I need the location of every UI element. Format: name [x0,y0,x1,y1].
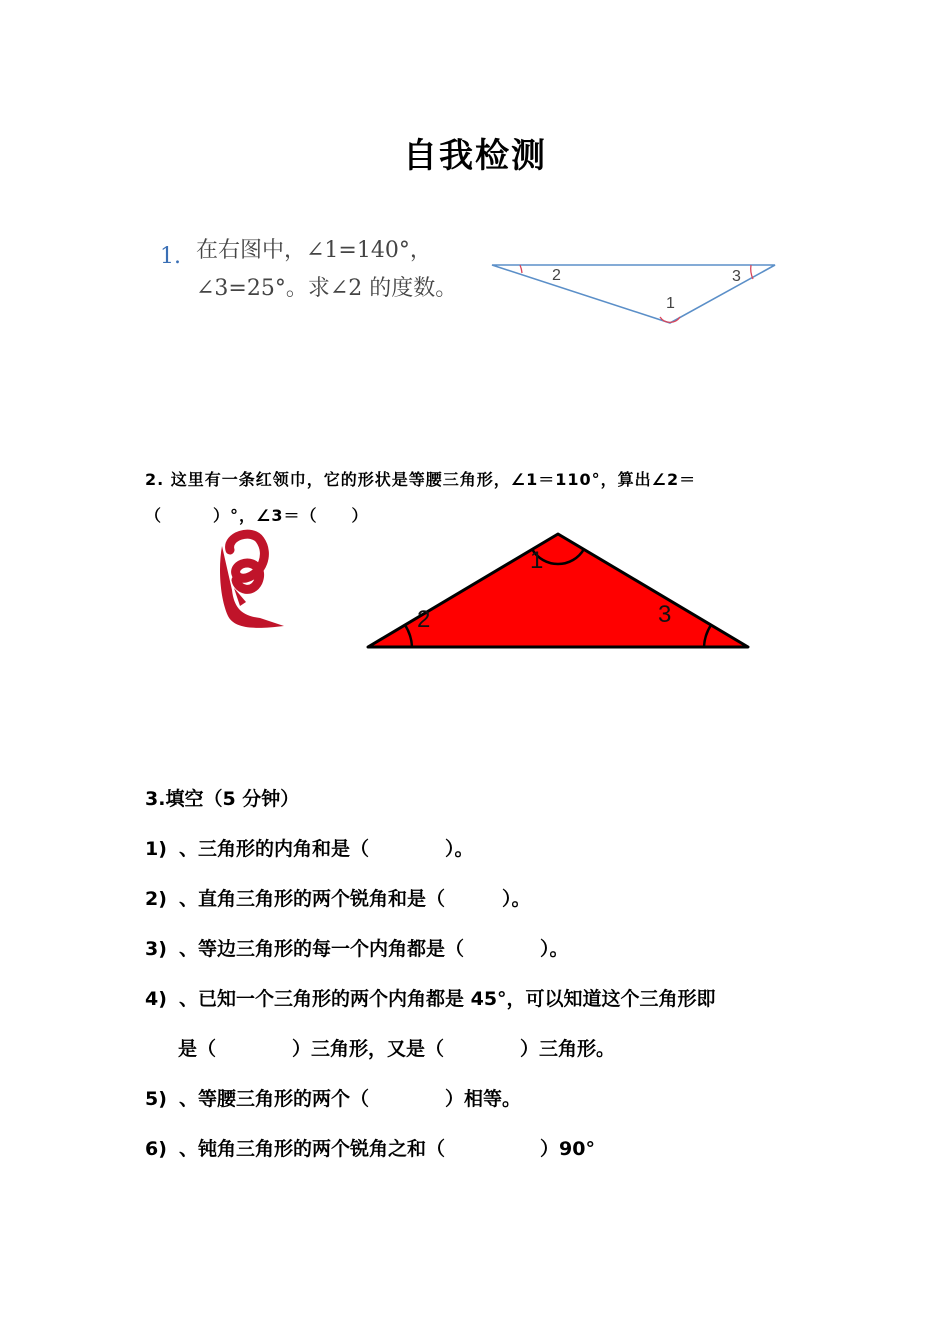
q1-line2: ∠3=25°。求∠2 的度数。 [196,276,458,301]
q1-line1: 在右图中，∠1=140°， [196,238,432,263]
item-number: 5) [145,1088,167,1110]
item-number: 3) [145,938,167,960]
fill-item-1 [145,834,474,861]
q1-triangle-figure [480,250,790,340]
fill-item-3 [145,934,569,961]
q1-angle3-arc [751,265,753,279]
q1-label-1: 1 [666,295,675,312]
item-number: 4) [145,988,167,1010]
fill-item-4-continued: 是（ ）三角形，又是（ ）三角形。 [178,1038,616,1060]
q1-text [196,232,457,308]
q1-angle2-arc [520,265,522,273]
item-number: 6) [145,1138,167,1160]
item-text: 、等边三角形的每一个内角都是（ ）。 [179,938,569,960]
red-scarf-image [212,528,292,634]
item-text: 、直角三角形的两个锐角和是（ ）。 [179,888,531,910]
item-number: 1) [145,838,167,860]
page-title: 自我检测 [403,136,547,176]
fill-item-2 [145,884,531,911]
q2-scarf-triangle-figure [360,528,760,654]
q1-label-3: 3 [732,268,741,285]
q2-label-1: 1 [530,547,544,574]
item-text: 、已知一个三角形的两个内角都是 45°，可以知道这个三角形即 [179,988,716,1010]
q2-text [145,462,815,534]
item-text: 、等腰三角形的两个（ ）相等。 [179,1088,522,1110]
fill-item-6 [145,1134,595,1161]
q3-heading: 3.填空（5 分钟） [145,788,300,810]
item-text: 、钝角三角形的两个锐角之和（ ）90° [179,1138,595,1160]
q1-angle1-arc [660,317,680,322]
q2-label-2: 2 [417,606,431,633]
fill-item-4 [145,984,716,1011]
q2-line1: 2. 这里有一条红领巾，它的形状是等腰三角形，∠1＝110°，算出∠2＝ [145,470,697,489]
q2-label-3: 3 [658,601,672,628]
q1-label-2: 2 [552,267,561,284]
q1-number: 1. [160,244,181,269]
item-text: 、三角形的内角和是（ ）。 [179,838,474,860]
fill-item-5 [145,1084,521,1111]
item-number: 2) [145,888,167,910]
q2-line2: （ ）°，∠3＝（ ） [145,506,369,525]
